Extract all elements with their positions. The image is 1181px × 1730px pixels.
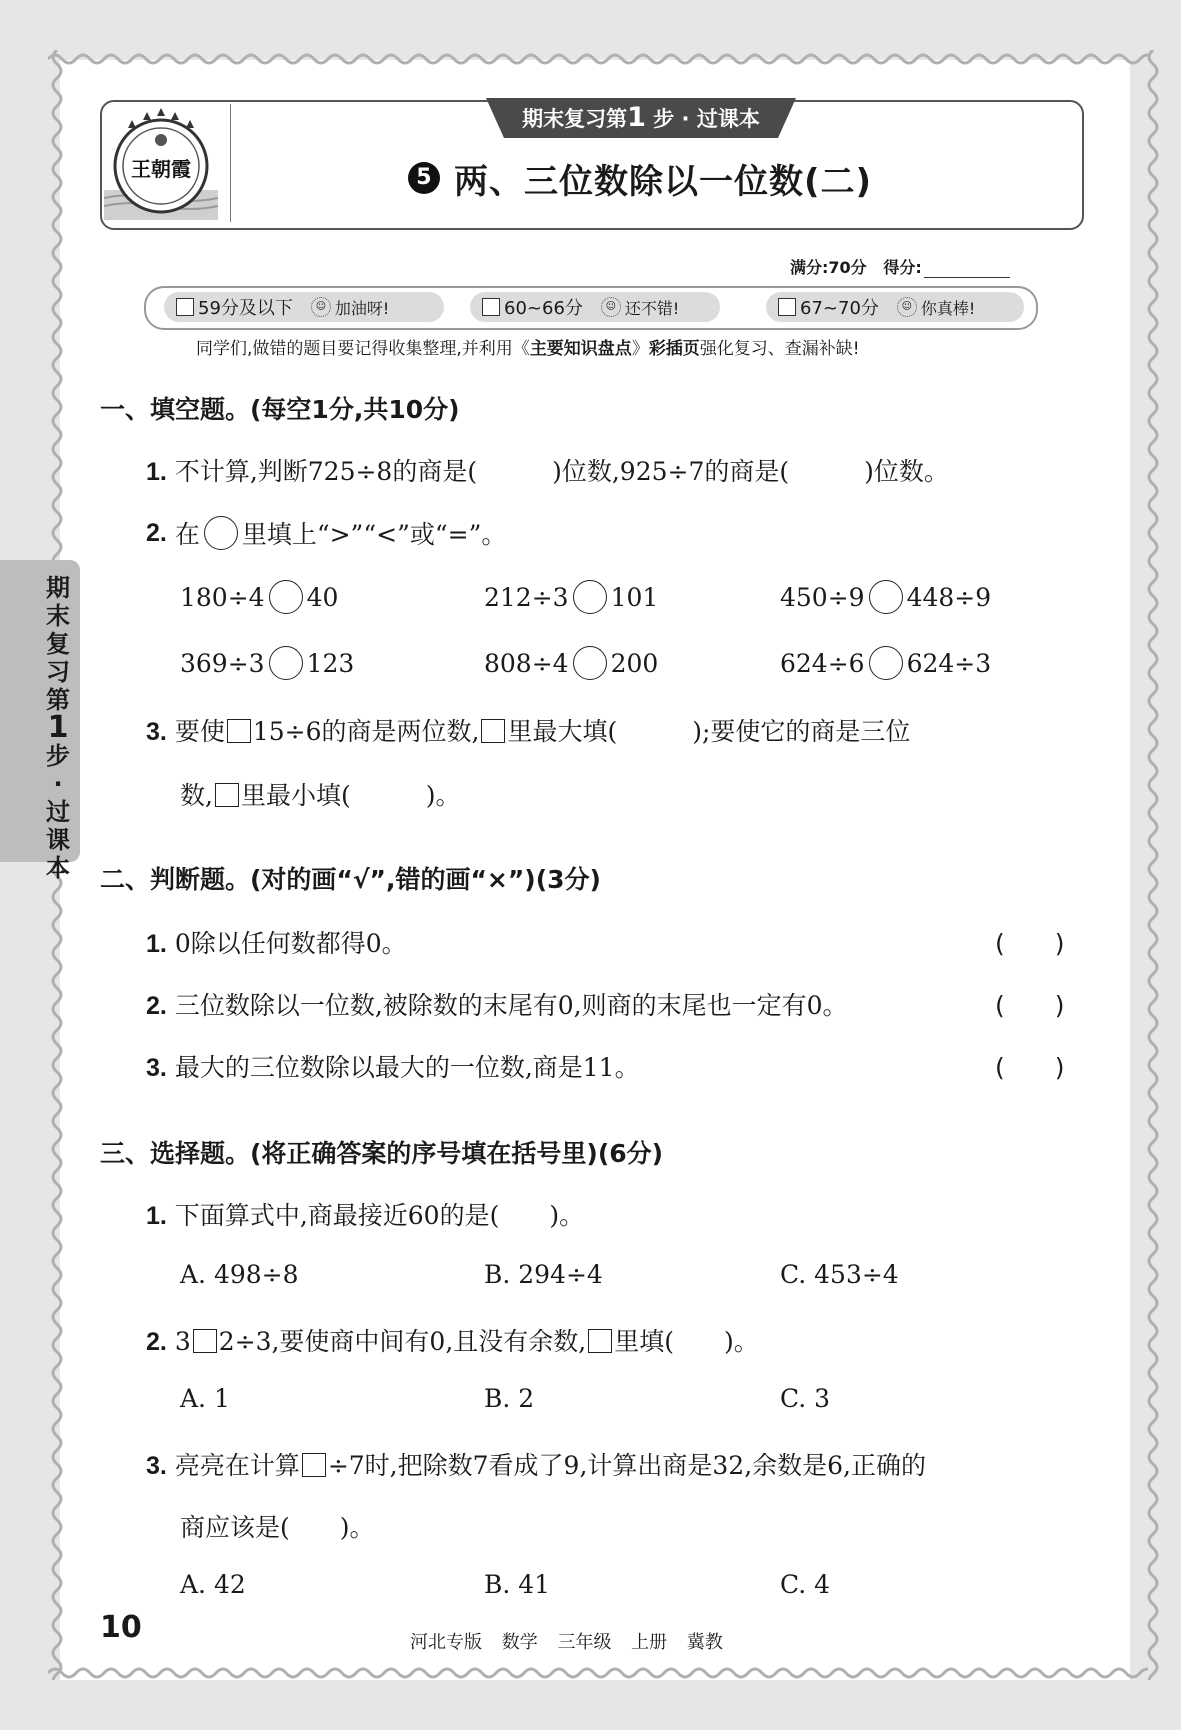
footer-text: 河北专版 数学 三年级 上册 冀教 [410, 1632, 723, 1653]
grade-pill-3: 67~70分 ☺ 你真棒! [766, 292, 1024, 322]
header-divider [230, 104, 231, 222]
grade-pill-1: 59分及以下 ☺ 加油呀! [164, 292, 444, 322]
lesson-number: 5 [408, 162, 440, 194]
score-blank[interactable] [924, 263, 1010, 278]
s2-item: 1. 0除以任何数都得0。 [146, 929, 407, 958]
s3-q1: 1. 下面算式中,商最接近60的是( )。 [146, 1201, 585, 1230]
compare-expr: 180÷4 40 [180, 580, 338, 614]
compare-expr: 624÷6 624÷3 [780, 646, 991, 680]
compare-expr: 212÷3 101 [484, 580, 658, 614]
s3-q2: 2. 3 2÷3,要使商中间有0,且没有余数, 里填( )。 [146, 1327, 759, 1356]
grade-pill-2: 60~66分 ☺ 还不错! [470, 292, 720, 322]
blank-square [193, 1329, 217, 1353]
banner-text: 期末复习第1 步 · 过课本 [522, 102, 760, 133]
s2-item: 3. 最大的三位数除以最大的一位数,商是11。 [146, 1053, 640, 1082]
compare-expr: 450÷9 448÷9 [780, 580, 991, 614]
lesson-title [380, 152, 900, 204]
answer-circle[interactable] [869, 580, 903, 614]
s1-q3-cont: 数, 里最小填( )。 [180, 781, 461, 810]
section-3-title: 三、选择题。(将正确答案的序号填在括号里)(6分) [100, 1139, 664, 1168]
answer-circle[interactable] [269, 580, 303, 614]
review-note: 同学们,做错的题目要记得收集整理,并利用《主要知识盘点》彩插页强化复习、查漏补缺! [196, 339, 860, 359]
compare-expr: 808÷4 200 [484, 646, 658, 680]
blank-square [302, 1453, 326, 1477]
smile-icon: ☺ [897, 297, 917, 317]
option-a: A. 498÷8 [180, 1260, 299, 1289]
compare-circle [204, 516, 238, 550]
score-line: 满分:70分 得分: [790, 255, 1010, 278]
wavy-border-top [48, 46, 1148, 72]
answer-circle[interactable] [573, 646, 607, 680]
grade-checkbox[interactable] [778, 298, 796, 316]
judge-paren[interactable]: ( ) [995, 929, 1065, 958]
s1-q3: 3. 要使 15÷6的商是两位数, 里最大填( );要使它的商是三位 [146, 717, 911, 746]
blank-square [588, 1329, 612, 1353]
option-a: A. 42 [180, 1570, 246, 1599]
option-c: C. 453÷4 [780, 1260, 899, 1289]
answer-circle[interactable] [269, 646, 303, 680]
wavy-border-bottom [48, 1660, 1148, 1686]
option-b: B. 2 [484, 1384, 535, 1413]
s1-q2: 2. 在 里填上“>”“<”或“=”。 [146, 515, 506, 551]
side-tab-text: 期 末 复 习 第 1 步 · 过 课 本 [46, 574, 70, 882]
s3-q3-cont: 商应该是( )。 [180, 1513, 375, 1542]
grade-checkbox[interactable] [176, 298, 194, 316]
smile-icon: ☺ [601, 297, 621, 317]
s3-q3: 3. 亮亮在计算 ÷7时,把除数7看成了9,计算出商是32,余数是6,正确的 [146, 1451, 926, 1480]
blank-square [481, 719, 505, 743]
page-number: 10 [100, 1610, 142, 1645]
wavy-border-right [1140, 50, 1166, 1680]
option-c: C. 3 [780, 1384, 831, 1413]
grade-checkbox[interactable] [482, 298, 500, 316]
s1-q1: 1. 不计算,判断725÷8的商是( )位数,925÷7的商是( )位数。 [146, 457, 949, 486]
wangzhaoxia-logo [102, 102, 220, 224]
page-title: 两、三位数除以一位数(二) [453, 161, 873, 202]
option-b: B. 41 [484, 1570, 551, 1599]
s2-item: 2. 三位数除以一位数,被除数的末尾有0,则商的末尾也一定有0。 [146, 991, 848, 1020]
svg-text:王朝霞: 王朝霞 [131, 157, 191, 181]
judge-paren[interactable]: ( ) [995, 1053, 1065, 1082]
option-a: A. 1 [180, 1384, 230, 1413]
section-2-title: 二、判断题。(对的画“√”,错的画“×”)(3分) [100, 865, 601, 894]
option-b: B. 294÷4 [484, 1260, 603, 1289]
section-1-title: 一、填空题。(每空1分,共10分) [100, 395, 460, 424]
compare-expr: 369÷3 123 [180, 646, 354, 680]
blank-square [227, 719, 251, 743]
option-c: C. 4 [780, 1570, 831, 1599]
judge-paren[interactable]: ( ) [995, 991, 1065, 1020]
answer-circle[interactable] [869, 646, 903, 680]
smile-icon: ☺ [311, 297, 331, 317]
answer-circle[interactable] [573, 580, 607, 614]
blank-square [215, 783, 239, 807]
